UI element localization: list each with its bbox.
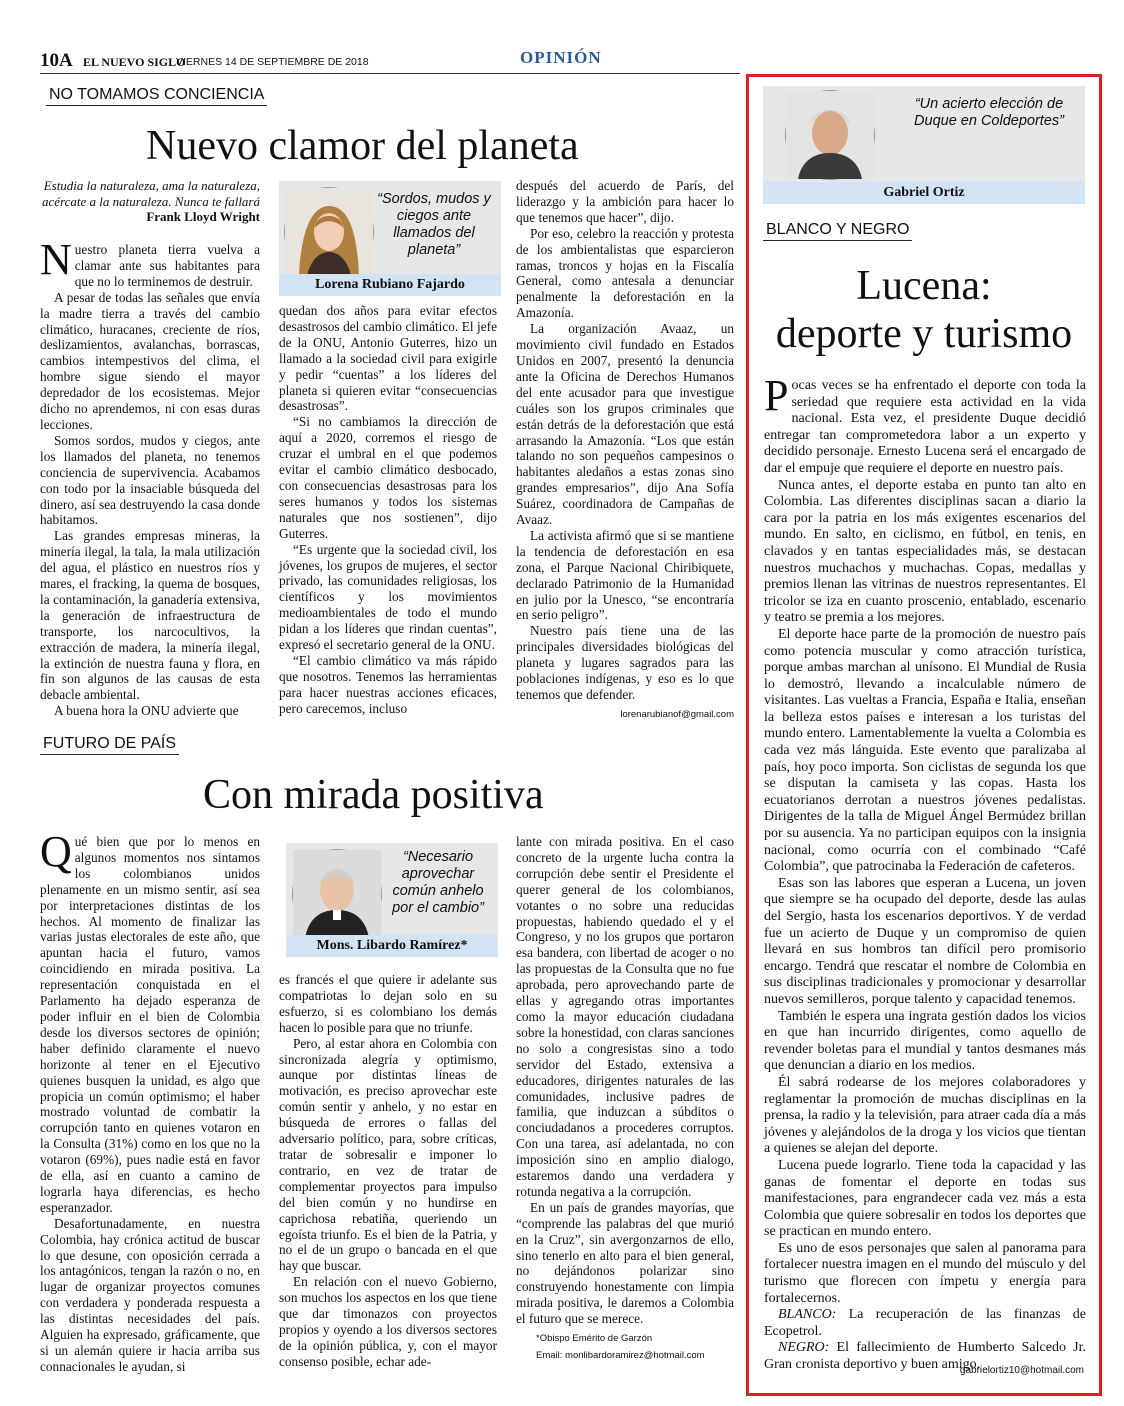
article3-p1: ocas veces se ha enfrentado el deporte con toda la seriedad que requiere esta actividad en la vida nacional. Esta vez, el presidente Duque decidió entregar tan comprometedora labor a un experto y decidido personaje. Ernesto Lucena será el encargado de dar el empuje que requiere el deporte en nuestro país.	[764, 378, 1086, 476]
article3-p8: Es uno de esos personajes que salen al panorama para fortalecer nuestra imagen en el mundo del músculo y del turismo que florecen con ímpetu y energía para fortalecernos.	[764, 1240, 1086, 1306]
author-portrait-icon	[285, 188, 373, 276]
author-photo-lorena	[284, 187, 374, 277]
article1-column-1	[40, 235, 260, 720]
header-rule	[40, 73, 740, 74]
article1-column-2	[279, 303, 497, 720]
negro-text: El fallecimiento de Humberto Salcedo Jr. Gran cronista deportivo y buen amigo.	[764, 1340, 1087, 1373]
article1-col2-p3: “Es urgente que la sociedad civil, los jóvenes, los grupos de mujeres, el sector privado, las comunidades religiosas, los científicos y los movimientos medioambientales de todo el mundo pidan a los líderes que rindan cuentas”, expresó el secretario general de la ONU.	[279, 541, 497, 653]
article1-col3-p2: Por eso, celebro la reacción y protesta de los ambientalistas que esparcieron ramas, troncos y hojas en la Fiscalía General, como antesala a denunciar penalmente la deforestación en la Amazonía.	[516, 225, 734, 321]
article3-author-name: Gabriel Ortiz	[763, 182, 1085, 204]
article3-pull-quote: “Un acierto elección de Duque en Coldeportes”	[914, 96, 1064, 129]
article2-column-2	[279, 972, 497, 1370]
page-number: 10A	[40, 50, 73, 71]
article2-col2-p1: es francés el que quiere ir adelante sus compatriotas lo dejan solo en su esfuerzo, si es colombiano los demás hacen lo posible para que no triunfe.	[279, 972, 497, 1035]
article3-p3: El deporte hace parte de la promoción de nuestro país como potencia muscular y como atracción turística, porque ambas marchan al unísono. El Mundial de Rusia lo demostró, llevando a incalculable número de visitantes. Las vueltas a Francia, España e Italia, enseñan la belleza estos países e interesan a los turistas del mundo entero. Lamentablemente la vuelta a Colombia es cada vez más lánguida. Este evento que paralizaba al país, hoy poco importa. Son ciclistas de segunda los que se disputan la camiseta y las copas. Hasta los ecuatorianos derrotan a nuestros jóvenes pedalistas. Dirigentes de la talla de Miguel Ángel Bermúdez brillan por su ausencia. Ya no participan equipos con la insignia nacional, como ocurría con el combinado “Café Colombia”, que patrocinaba la Federación de cafeteros.	[764, 626, 1086, 875]
article2-col3-p1: lante con mirada positiva. En el caso concreto de la urgente lucha contra la corrupción debe sentir el Presidente el querer general de los colombianos, votantes o no sobre una reducidas propuestas, habiendo quedado el y el Congreso, y no los grupos que portaron esa bandera, con libertad de acoger o no las propuestas de la Consulta que no fue aprobada, pero aprovechando parte de ellas y agregando otras importantes como la mayor educación ciudadana sobre la honestidad, con claras sanciones no solo a congresistas sino a todo servidor del Estado, extensiva a educadores, dirigentes naturales de las comunidades, inclusive padres de familia, que induzcan a súbditos o conciudadanos a procederes corruptos. Con una tarea, así adelantada, no con imposición sino en amplio dialogo, estaremos dando una verdadera y rotunda negativa a la corrupción.	[516, 834, 734, 1199]
article3-p2: Nunca antes, el deporte estaba en punto tan alto en Colombia. Las diferentes disciplinas sacan a diario la cara por la patria en los más exigentes escenarios del mundo. En salto, en ciclismo, en fútbol, en tenis, en clavados y en tantas especialidades más, se destacan nuestros muchachos y muchachas. Copas, medallas y premios llenan las vitrinas de nuestros representantes. El tricolor se iza en cuanto proscenio, entablado, escenario y teatro se premia a los mejores.	[764, 477, 1086, 626]
article3-p7: Lucena puede lograrlo. Tiene toda la capacidad y las ganas de fomentar el deporte en todas sus manifestaciones, para engrandecer cada vez más a esta Colombia que quiere sobresalir en todos los deportes que se practican en mundo entero.	[764, 1157, 1086, 1240]
article1-column-3	[516, 178, 734, 720]
article1-col1-p5: A buena hora la ONU advierte que	[54, 703, 239, 719]
article3-p4: Esas son las labores que esperan a Lucena, un joven que siempre se ha ocupado del deporte, desde las aulas del Sergio, hasta los escenarios deportivos. Y de verdad fue un acierto de Duque y un compromiso de quien llevará en sus hombros tan difícil pero promisorio encargo. Tendrá que rescatar el nombre de Colombia en sus disciplinas tradicionales y promocionar y desarrollar nuevos semilleros, porque talento y capacidad tenemos.	[764, 875, 1086, 1007]
author-photo-libardo	[292, 849, 382, 939]
article1-headline: Nuevo clamor del planeta	[146, 123, 579, 169]
article2-author-box	[286, 843, 498, 957]
article3-headline-line2: deporte y turismo	[775, 311, 1073, 357]
article2-email[interactable]: Email: monlibardoramirez@hotmail.com	[536, 1350, 705, 1361]
article3-blanco	[764, 1307, 1086, 1340]
blanco-text: La recuperación de las finanzas de Ecopetrol.	[764, 1307, 1087, 1339]
article1-col3-p5: Nuestro país tiene una de las principales diversidades biológicas del planeta y lugares sagrados para las poblaciones indígenas, y eso es lo que tenemos que defender.	[516, 623, 734, 702]
negro-label: NEGRO:	[778, 1340, 830, 1356]
article1-epigraph-author: Frank Lloyd Wright	[146, 209, 260, 224]
article1-author-box	[279, 181, 501, 296]
article1-col2-p2: “Si no cambiamos la dirección de aquí a 2020, corremos el riesgo de cruzar el umbral en el que podemos evitar el cambio climático desbocado, con consecuencias desastrosas para los seres humanos y todos los sistemas naturales que nos sostienen”, dijo Guterres.	[279, 414, 497, 541]
article1-epigraph-block	[40, 178, 260, 227]
article2-col1-p2: Desafortunadamente, en nuestra Colombia, hay crónica actitud de buscar lo que desune, con oposición cerrada a los antagónicos, tengan la razón o no, en lugar de organizar proyectos comunes con verdadera y ponderada respuesta a las distintas necesidades del país. Alguien ha expresado, gráficamente, que si un alemán quiere ir hacia arriba sus connacionales le ayudan, si	[40, 1215, 260, 1374]
article3-email[interactable]: gabrielortiz10@hotmail.com	[959, 1365, 1084, 1376]
newspaper-name: EL NUEVO SIGLO	[83, 55, 186, 69]
author-portrait-icon	[786, 91, 874, 179]
article1-col3-p3: La organización Avaaz, un movimiento civil fundado en Estados Unidos en 2007, presentó la denuncia ante la Oficina de Derechos Humanos del ente acusador para que investigue cuáles son los grupos criminales que están detrás de la deforestación que está arrasando la Amazonía. “Los que están talando no son pequeños campesinos o habitantes aledaños a estas zonas sino grandes empresarios”, dijo Ana Sofía Suárez, coordinadora de Campañas de Avaaz.	[516, 321, 734, 528]
article1-pull-quote: “Sordos, mudos y ciegos ante llamados del planeta”	[377, 191, 491, 258]
article2-col3-p2: En un país de grandes mayorías, que “comprende las palabras del que murió en la Cruz”, sin avergonzarnos de ello, sino tenerlo en alto para el bien general, no dejándonos polarizar sino construyendo honestamente con limpia mirada positiva, le daremos a Colombia el futuro que se merece.	[516, 1199, 734, 1327]
article2-dropcap: Q	[40, 827, 72, 876]
article3-author-box	[763, 86, 1085, 204]
article3-p6: Él sabrá rodearse de los mejores colaboradores y reglamentar la promoción de muchas disciplinas en la prensa, la radio y la televisión, para atraer cada día a más jóvenes y alejándolos de la droga y los vicios que tientan a quienes se alejan del deporte.	[764, 1074, 1086, 1157]
article1-author-name: Lorena Rubiano Fajardo	[279, 274, 501, 296]
author-photo-gabriel	[785, 90, 875, 180]
article2-column-3	[516, 834, 734, 1370]
article3-kicker: BLANCO Y NEGRO	[763, 221, 912, 241]
article2-pull-quote: “Necesario aprovechar común anhelo por el cambio”	[392, 849, 484, 916]
issue-date: VIERNES 14 DE SEPTIEMBRE DE 2018	[176, 56, 369, 68]
article1-email[interactable]: lorenarubianof@gmail.com	[620, 708, 734, 720]
article3-p5: También le espera una ingrata gestión dados los vicios en que han incurrido dirigentes, como aquello de revender boletas para el mundial y tantos desmanes más que denuncian a diario en los medios.	[764, 1008, 1086, 1074]
article1-col1-p2: A pesar de todas las señales que envía la madre tierra a través del cambio climático, huracanes, creciente de ríos, deslizamientos, avalanchas, borrascas, cambios intempestivos del clima, el hombre sigue siendo el mayor depredador de los ecosistemas. Mejor dicho no aprendemos, ni con esas duras lecciones.	[40, 289, 260, 432]
section-title: OPINIÓN	[520, 48, 602, 67]
article1-kicker: NO TOMAMOS CONCIENCIA	[46, 86, 267, 106]
article2-footnote: *Obispo Emérito de Garzón	[536, 1333, 653, 1345]
article2-col2-p3: En relación con el nuevo Gobierno, son muchos los aspectos en los que tiene que dar timonazos con proyectos propios y oyendo a los diversos sectores de la opinión pública, y, con el mayor consenso posible, echar ade-	[279, 1274, 497, 1369]
article3-dropcap: P	[764, 371, 789, 420]
article1-col3-p4: La activista afirmó que si se mantiene la tendencia de deforestación en esa zona, el Parque Nacional Chiribiquete, declarado Patrimonio de la Humanidad en julio por la Unesco, “se encontraría en serio peligro”.	[516, 527, 734, 623]
article2-kicker: FUTURO DE PAÍS	[40, 735, 179, 755]
article2-col1-p1: ué bien que por lo menos en algunos momentos nos sintamos los colombianos unidos plenamente en un mismo sentir, así sea por interpretaciones distintas de los hechos. Al momento de finalizar las varias justas electorales de este año, que apuntan hacia el futuro, vamos coincidiendo en mirada positiva. La representación conquistada en el Parlamento ha dejado esperanza de poder influir en el bien de Colombia desde los diversos sectores de opinión; haber definido claramente el nuevo horizonte al tener en el Ejecutivo quienes busquen la unidad, es algo que propicia un común optimismo; el haber mostrado voluntad de combatir la corrupción tanto en quienes votaron en la Consulta (31%) como en los que no la votaron (69%), pues nadie está en favor de ella, así en cuanto a camino de lograrla haya diferencias, es hecho esperanzador.	[40, 834, 260, 1215]
blanco-label: BLANCO:	[778, 1307, 837, 1323]
article1-col3-p1: después del acuerdo de París, del liderazgo y la ambición para hacer lo que tenemos que hacer”, dijo.	[516, 178, 734, 225]
article1-col1-p1: uestro planeta tierra vuelva a clamar ante sus habitantes para que no lo terminemos de destruir.	[74, 242, 260, 289]
article1-epigraph: Estudia la naturaleza, ama la naturaleza, acércate a la naturaleza. Nunca te fallará	[42, 178, 260, 209]
article2-author-name: Mons. Libardo Ramírez*	[286, 935, 498, 957]
article1-col1-p4: Las grandes empresas mineras, la minería ilegal, la tala, la mala utilización del agua, el plástico en nuestros ríos y mares, el fracking, la quema de bosques, la contaminación, la ganadería extensiva, la generación de infraestructura de transporte, los narcocultivos, la extracción de madera, la minería ilegal, la extinción de nuestra fauna y flora, en fin son algunos de las causas de esta debacle ambiental.	[40, 528, 260, 703]
article3-headline-line1: Lucena:	[856, 263, 992, 309]
article2-headline: Con mirada positiva	[203, 772, 544, 818]
article1-col2-p4: “El cambio climático va más rápido que nosotros. Tenemos las herramientas para hacer nuestras acciones eficaces, pero carecemos, incluso	[279, 652, 497, 716]
article1-col1-p3: Somos sordos, mudos y ciegos, ante los llamados del planeta, no tenemos conciencia de supervivencia. Acabamos con todo por la insaciable búsqueda del dinero, así sea destruyendo la casa donde habitamos.	[40, 432, 260, 528]
article2-col2-p2: Pero, al estar ahora en Colombia con sincronizada alegría y optimismo, aunque por distintas líneas de motivación, es preciso aprovechar este común sentir y anhelo, y no estar en búsqueda de errores o fallas del adversario político, para, sobre críticas, tratar de sobresalir e imponer lo contrario, en vez de tratar de complementar proyectos para impulso del bien común y no hundirse en caprichosa rebatiña, queriendo un egoísta triunfo. Es el bien de la Patria, y no el de un grupo o bancada en el que hay que buscar.	[279, 1035, 497, 1274]
article1-dropcap: N	[40, 235, 72, 284]
article1-col2-p1: quedan dos años para evitar efectos desastrosos del cambio climático. El jefe de la ONU, Antonio Guterres, hizo un llamado a la sociedad civil para exigirle y pedir “cuentas” a los líderes del planeta si quieren evitar “consecuencias desastrosas”.	[279, 303, 497, 414]
author-portrait-icon	[293, 850, 381, 938]
article2-column-1	[40, 827, 260, 1374]
